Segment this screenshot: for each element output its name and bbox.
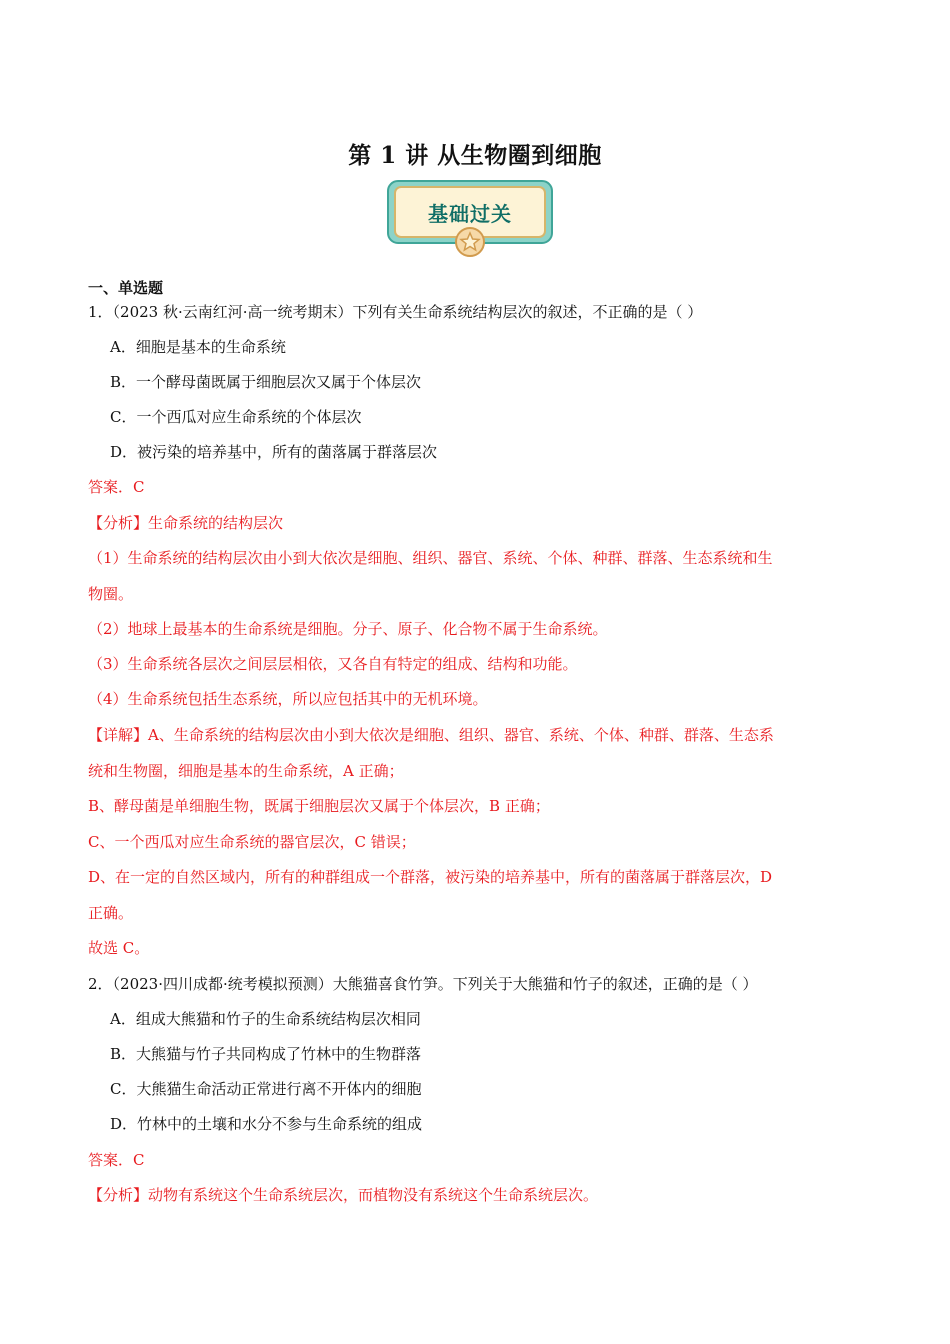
q2-option-b: B．大熊猫与竹子共同构成了竹林中的生物群落 — [110, 1045, 422, 1063]
q1-detail-line: C、一个西瓜对应生命系统的器官层次，C 错误； — [88, 833, 416, 851]
q1-detail — [88, 725, 774, 745]
detail-text: A、生命系统的结构层次由小到大依次是细胞、组织、器官、系统、个体、种群、群落、生态系 — [148, 726, 774, 744]
q1-point-1: （1）生命系统的结构层次由小到大依次是细胞、组织、器官、系统、个体、种群、群落、生态系统和生 — [88, 549, 773, 567]
q1-detail-line: D、在一定的自然区域内，所有的种群组成一个群落，被污染的培养基中，所有的菌落属于群落层次，D — [88, 868, 773, 886]
q2-option-c: C．大熊猫生命活动正常进行离不开体内的细胞 — [110, 1080, 422, 1098]
question-2-stem: 2．（2023·四川成都·统考模拟预测）大熊猫喜食竹笋。下列关于大熊猫和竹子的叙述，正确的是（ ） — [88, 975, 758, 993]
q1-point-4: （4）生命系统包括生态系统，所以应包括其中的无机环境。 — [88, 690, 488, 708]
q2-answer: 答案．C — [88, 1151, 145, 1169]
q1-conclusion: 故选 C。 — [88, 939, 150, 957]
page-title: 第 1 讲 从生物圈到细胞 — [348, 142, 602, 169]
q2-option-d: D．竹林中的土壤和水分不参与生命系统的组成 — [110, 1115, 423, 1133]
section-badge — [385, 178, 555, 258]
section-heading: 一、单选题 — [88, 279, 164, 297]
q1-option-c: C．一个西瓜对应生命系统的个体层次 — [110, 408, 362, 426]
detail-tag: 【详解】 — [88, 726, 149, 744]
analysis-text: 动物有系统这个生命系统层次，而植物没有系统这个生命系统层次。 — [148, 1186, 599, 1204]
q1-point-1-cont: 物圈。 — [88, 585, 134, 603]
q1-detail-line: 统和生物圈，细胞是基本的生命系统，A 正确； — [88, 762, 404, 780]
q1-point-2: （2）地球上最基本的生命系统是细胞。分子、原子、化合物不属于生命系统。 — [88, 620, 608, 638]
q2-option-a: A．组成大熊猫和竹子的生命系统结构层次相同 — [110, 1010, 421, 1028]
analysis-text: 生命系统的结构层次 — [148, 514, 284, 532]
analysis-tag: 【分析】 — [88, 514, 149, 532]
q1-point-3: （3）生命系统各层次之间层层相依，又各自有特定的组成、结构和功能。 — [88, 655, 578, 673]
q1-analysis — [88, 513, 283, 533]
q1-answer: 答案．C — [88, 478, 145, 496]
q1-detail-line: B、酵母菌是单细胞生物，既属于细胞层次又属于个体层次，B 正确； — [88, 797, 550, 815]
q1-option-d: D．被污染的培养基中，所有的菌落属于群落层次 — [110, 443, 438, 461]
q2-analysis — [88, 1185, 598, 1205]
q1-option-a: A．细胞是基本的生命系统 — [110, 338, 286, 356]
badge-label: 基础过关 — [428, 202, 512, 226]
analysis-tag: 【分析】 — [88, 1186, 149, 1204]
q1-detail-line: 正确。 — [88, 904, 134, 922]
question-1-stem: 1．（2023 秋·云南红河·高一统考期末）下列有关生命系统结构层次的叙述，不正确的是（ ） — [88, 303, 703, 321]
q1-option-b: B．一个酵母菌既属于细胞层次又属于个体层次 — [110, 373, 422, 391]
